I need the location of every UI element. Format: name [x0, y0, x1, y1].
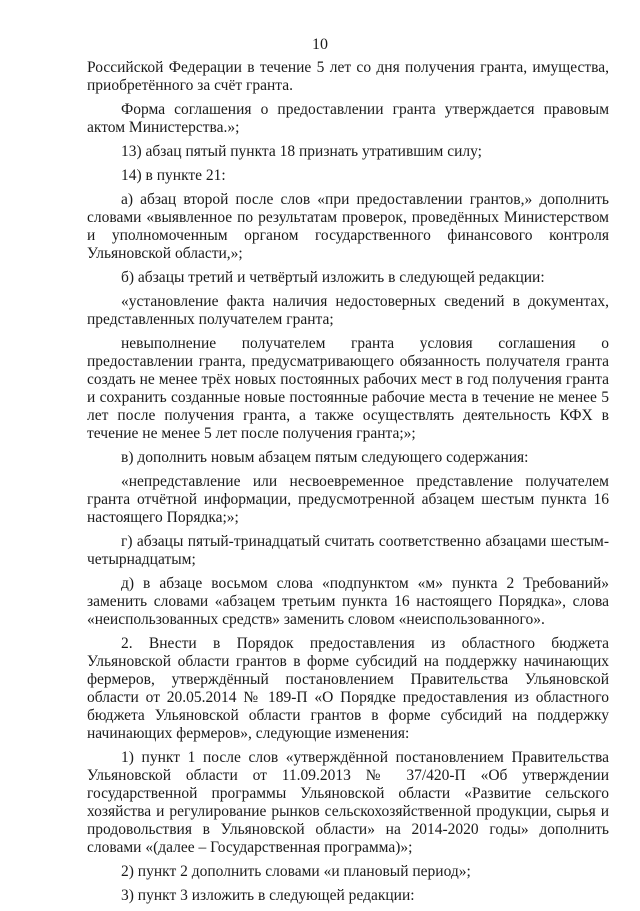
paragraph: невыполнение получателем гранта условия соглашения о предоставлении гранта, предусматривающего обязанность получателя гранта создать не менее трёх новых постоянных рабочих мест в год получения гранта и сохранить созданные новые постоянные рабочие места в течение не менее 5 лет после получения гранта, а также осуществлять деятельность КФХ в течение не менее 5 лет после получения гранта;»; [87, 335, 609, 442]
paragraph: г) абзацы пятый-тринадцатый считать соответственно абзацами шестым-четырнадцатым; [87, 533, 609, 568]
paragraph: 2) пункт 2 дополнить словами «и плановый период»; [121, 863, 471, 880]
paragraph: д) в абзаце восьмом слова «подпунктом «м» пункта 2 Требований» заменить словами «абзацем третьим пункта 16 настоящего Порядка», слова «неиспользованных средств» заменить словом «неиспользованного». [87, 575, 609, 628]
paragraph: в) дополнить новым абзацем пятым следующего содержания: [121, 449, 529, 466]
page-number: 10 [312, 36, 328, 53]
paragraph: 14) в пункте 21: [121, 167, 226, 184]
paragraph: «непредставление или несвоевременное представление получателем гранта отчётной информации, предусмотренной абзацем шестым пункта 16 настоящего Порядка;»; [87, 473, 609, 526]
paragraph: Форма соглашения о предоставлении гранта утверждается правовым актом Министерства.»; [87, 101, 609, 136]
document-body [87, 59, 609, 911]
paragraph: б) абзацы третий и четвёртый изложить в следующей редакции: [121, 269, 545, 286]
paragraph: 1) пункт 1 после слов «утверждённой постановлением Правительства Ульяновской области от 11.09.2013 № 37/420-П «Об утверждении государственной программы Ульяновской области «Развитие сельского хозяйства и регулирование рынков сельскохозяйственной продукции, сырья и продовольствия в Ульяновской области» на 2014-2020 годы» дополнить словами «(далее – Государственная программа)»; [87, 749, 609, 856]
paragraph: 2. Внести в Порядок предоставления из областного бюджета Ульяновской области грантов в форме субсидий на поддержку начинающих фермеров, утверждённый постановлением Правительства Ульяновской области от 20.05.2014 № 189-П «О Порядке предоставления из областного бюджета Ульяновской области грантов в форме субсидий на поддержку начинающих фермеров», следующие изменения: [87, 635, 609, 742]
paragraph: а) абзац второй после слов «при предоставлении грантов,» дополнить словами «выявленное по результатам проверок, проведённых Министерством и уполномоченным органом государственного финансового контроля Ульяновской области,»; [87, 191, 609, 262]
paragraph: 3) пункт 3 изложить в следующей редакции: [121, 887, 415, 904]
paragraph: 13) абзац пятый пункта 18 признать утратившим силу; [121, 143, 482, 160]
paragraph: «установление факта наличия недостоверных сведений в документах, представленных получателем гранта; [87, 293, 609, 328]
paragraph: Российской Федерации в течение 5 лет со дня получения гранта, имущества, приобретённого за счёт гранта. [87, 59, 609, 94]
